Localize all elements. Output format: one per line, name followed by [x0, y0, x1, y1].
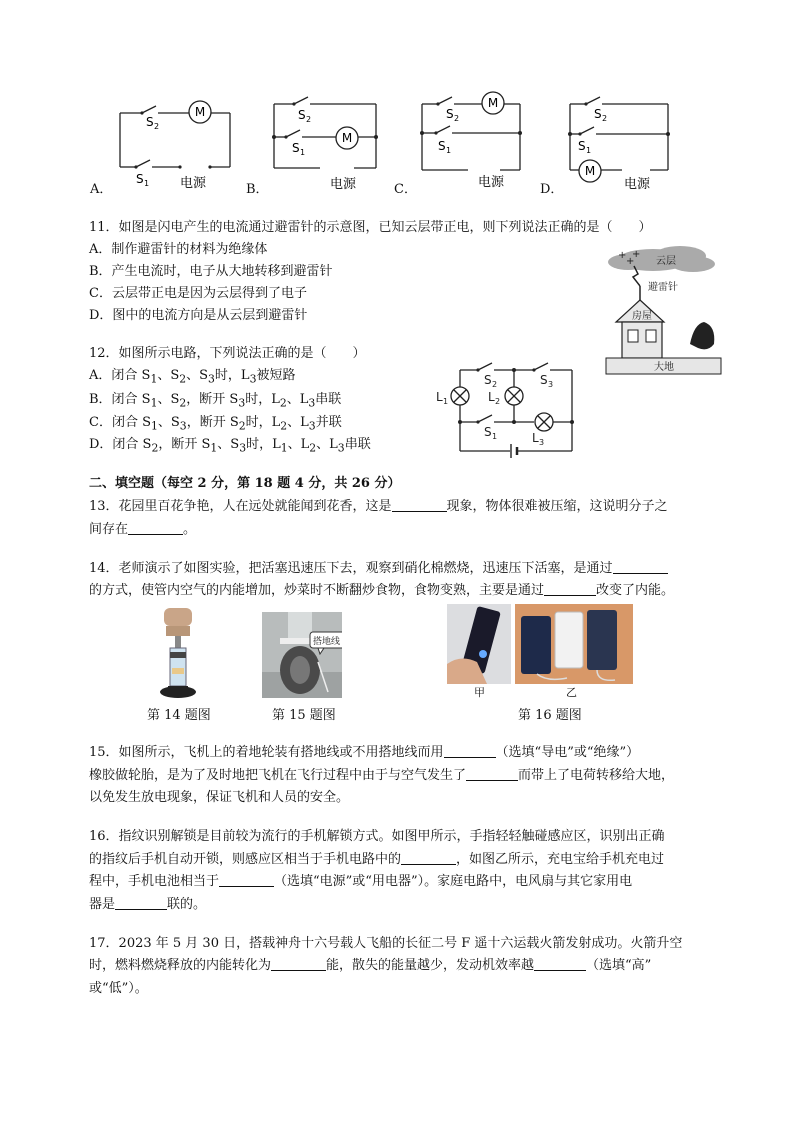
q15-line-3: 以免发生放电现象，保证飞机和人员的安全。 — [89, 790, 350, 805]
option-b-label: B． — [246, 182, 269, 197]
q15-line-1: 15．如图所示，飞机上的着地轮装有搭地线或不用搭地线而用 （选填“导电”或“绝缘”） — [89, 745, 640, 760]
q17-line-1: 17．2023 年 5 月 30 日，搭载神舟十六号载人飞船的长征二号 F 遥十六运载火箭发射成功。火箭升空 — [89, 936, 683, 951]
lightning-rod-figure — [598, 244, 728, 376]
svg-text:M: M — [487, 96, 499, 110]
section-title: 二、填空题（每空 2 分，第 18 题 4 分，共 26 分） — [89, 476, 401, 491]
answer-blank[interactable] — [271, 957, 326, 971]
svg-text:S: S — [578, 139, 586, 153]
svg-text:S: S — [146, 115, 154, 129]
phone-figure — [447, 604, 633, 684]
q12-option-d: D．闭合 $S_2$，断开 $S_1$、$S_3$时，$L_1$、$L_2$、$L_3$串联 — [89, 437, 371, 455]
svg-text:电源: 电源 — [330, 177, 357, 192]
svg-text:S: S — [446, 107, 454, 121]
q11-option-c: C．云层带正电是因为云层得到了电子 — [89, 286, 307, 301]
svg-text:2: 2 — [492, 380, 498, 389]
answer-blank[interactable] — [613, 560, 668, 574]
svg-text:2: 2 — [602, 114, 608, 123]
q12-option-c: C．闭合 $S_1$、$S_3$，断开 $S_2$时，$L_2$、$L_3$并联 — [89, 415, 342, 433]
svg-text:S: S — [438, 139, 446, 153]
svg-text:+: + — [618, 250, 627, 261]
plane-wheel-figure — [262, 612, 342, 698]
q16-line-1: 16．指纹识别解锁是目前较为流行的手机解锁方式。如图甲所示，手指轻轻触碰感应区，识别出正确 — [89, 829, 665, 844]
q17-line-3: 或“低”）。 — [89, 981, 148, 996]
circuit-d-diagram — [558, 92, 683, 194]
q12-option-a: A．闭合 $S_1$、$S_2$、$S_3$时，$L_3$被短路 — [89, 368, 296, 386]
circuit-a-diagram — [110, 95, 240, 195]
svg-text:3: 3 — [548, 380, 554, 389]
svg-text:2: 2 — [454, 114, 460, 123]
option-c-label: C． — [394, 182, 417, 197]
svg-text:M: M — [584, 164, 596, 178]
q16-line-3: 程中，手机电池相当于 （选填“电源”或“用电器”）。家庭电路中，电风扇与其它家用电 — [89, 874, 633, 889]
svg-text:房屋: 房屋 — [632, 311, 652, 322]
answer-blank[interactable] — [219, 873, 274, 887]
svg-text:L: L — [532, 431, 539, 445]
ground-wire-tag: 搭地线 — [313, 637, 341, 647]
svg-text:+: + — [632, 249, 641, 260]
fig14-caption: 第 14 题图 — [147, 708, 211, 723]
svg-text:L: L — [436, 390, 443, 404]
svg-text:电源: 电源 — [624, 177, 651, 192]
fig16-caption: 第 16 题图 — [518, 708, 582, 723]
q12-option-b: B．闭合 $S_1$、$S_2$，断开 $S_3$时，$L_2$、$L_3$串联 — [89, 392, 342, 410]
fig-jia-label: 甲 — [474, 686, 485, 699]
answer-blank[interactable] — [115, 896, 167, 910]
option-a-label: A． — [90, 182, 113, 197]
q11-stem: 11．如图是闪电产生的电流通过避雷针的示意图，已知云层带正电，则下列说法正确的是（ ） — [89, 220, 652, 235]
q11-option-d: D．图中的电流方向是从云层到避雷针 — [89, 308, 308, 323]
answer-blank[interactable] — [128, 521, 183, 535]
q16-line-4: 器是 联的。 — [89, 897, 207, 912]
circuit-c-diagram — [410, 90, 535, 194]
q11-option-b: B．产生电流时，电子从大地转移到避雷针 — [89, 264, 333, 279]
svg-text:S: S — [594, 107, 602, 121]
svg-text:S: S — [136, 172, 144, 186]
svg-text:S: S — [484, 425, 492, 439]
q12-circuit-diagram — [434, 356, 579, 460]
source-label: 电源 — [180, 176, 207, 191]
answer-blank[interactable] — [392, 498, 447, 512]
q14-line-1: 14．老师演示了如图实验，把活塞迅速压下去，观察到硝化棉燃烧，迅速压下活塞，是通过 — [89, 560, 668, 578]
answer-blank[interactable] — [401, 851, 456, 865]
q13-line-2: 间存在 。 — [89, 522, 197, 537]
svg-text:1: 1 — [586, 146, 592, 155]
q12-stem: 12．如图所示电路，下列说法正确的是（ ） — [89, 346, 366, 361]
answer-blank[interactable] — [466, 767, 518, 781]
answer-blank[interactable] — [544, 582, 596, 596]
svg-text:避雷针: 避雷针 — [648, 282, 678, 293]
svg-text:+: + — [626, 256, 635, 267]
circuit-b-diagram — [262, 92, 387, 194]
svg-text:2: 2 — [306, 115, 312, 124]
fig15-caption: 第 15 题图 — [272, 708, 336, 723]
svg-text:1: 1 — [443, 397, 449, 406]
svg-text:S: S — [484, 373, 492, 387]
svg-text:大地: 大地 — [654, 362, 674, 373]
svg-text:1: 1 — [144, 179, 150, 188]
q11-option-a: A．制作避雷针的材料为绝缘体 — [89, 242, 268, 257]
answer-blank[interactable] — [444, 744, 496, 758]
svg-text:S: S — [540, 373, 548, 387]
option-d-label: D． — [540, 182, 564, 197]
q17-line-2: 时，燃料燃烧释放的内能转化为 能，散失的能量越少，发动机效率越 （选填“高” — [89, 958, 652, 973]
q16-line-2: 的指纹后手机自动开锁，则感应区相当于手机电路中的 ，如图乙所示，充电宝给手机充电过 — [89, 852, 665, 867]
q13-line-1: 13．花园里百花争艳，人在远处就能闻到花香，这是 现象，物体很难被压缩，这说明分子之 — [89, 499, 668, 514]
motor-label: M — [194, 105, 206, 119]
svg-text:3: 3 — [539, 438, 545, 447]
svg-text:1: 1 — [492, 432, 498, 441]
answer-blank[interactable] — [534, 957, 586, 971]
svg-text:1: 1 — [300, 148, 306, 157]
svg-text:电源: 电源 — [478, 175, 505, 190]
q15-line-2: 橡胶做轮胎，是为了及时地把飞机在飞行过程中由于与空气发生了 而带上了电荷转移给大地， — [89, 768, 675, 783]
svg-text:L: L — [488, 390, 495, 404]
svg-text:云层: 云层 — [656, 256, 676, 267]
q14-line-2: 的方式，使管内空气的内能增加，炒菜时不断翻炒食物，食物变熟，主要是通过 改变了内能。 — [89, 583, 675, 598]
piston-figure — [156, 608, 200, 700]
svg-text:M: M — [341, 131, 353, 145]
svg-text:S: S — [298, 108, 306, 122]
fig-yi-label: 乙 — [566, 686, 577, 699]
svg-text:S: S — [292, 141, 300, 155]
svg-text:2: 2 — [495, 397, 501, 406]
svg-text:2: 2 — [154, 122, 160, 131]
svg-text:1: 1 — [446, 146, 452, 155]
